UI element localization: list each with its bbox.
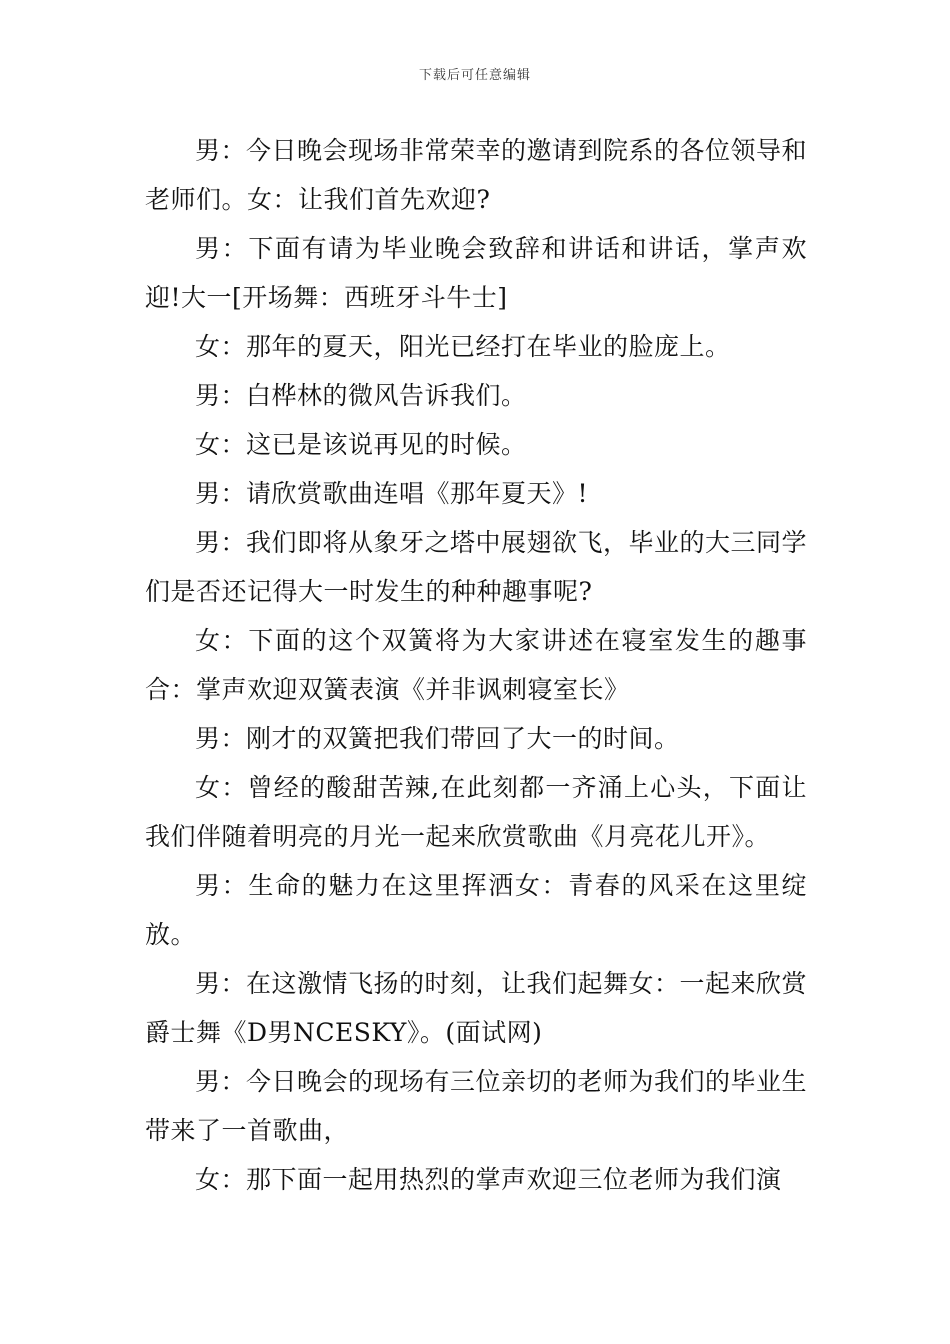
paragraph-11: 男：生命的魅力在这里挥洒女：青春的风采在这里绽放。 <box>145 871 807 949</box>
paragraph-9: 男：刚才的双簧把我们带回了大一的时间。 <box>195 724 680 753</box>
paragraph-6: 男：请欣赏歌曲连唱《那年夏天》! <box>195 479 589 508</box>
paragraph-12: 男：在这激情飞扬的时刻，让我们起舞女：一起来欣赏爵士舞《D男NCESKY》。(面试网) <box>145 969 808 1047</box>
paragraph-8: 女：下面的这个双簧将为大家讲述在寝室发生的趣事合：掌声欢迎双簧表演《并非讽刺寝室长》 <box>145 626 807 704</box>
paragraph-3: 女：那年的夏天，阳光已经打在毕业的脸庞上。 <box>195 332 731 361</box>
paragraph-4: 男：白桦林的微风告诉我们。 <box>195 381 527 410</box>
document-body <box>145 126 807 1204</box>
paragraph-5: 女：这已是该说再见的时候。 <box>195 430 527 459</box>
page-header-note: 下载后可任意编辑 <box>418 68 531 83</box>
paragraph-1: 男：今日晚会现场非常荣幸的邀请到院系的各位领导和老师们。女：让我们首先欢迎? <box>145 136 808 214</box>
paragraph-7: 男：我们即将从象牙之塔中展翅欲飞，毕业的大三同学们是否还记得大一时发生的种种趣事呢? <box>145 528 808 606</box>
paragraph-13: 男：今日晚会的现场有三位亲切的老师为我们的毕业生带来了一首歌曲， <box>145 1067 808 1145</box>
paragraph-10: 女：曾经的酸甜苦辣,在此刻都一齐涌上心头，下面让我们伴随着明亮的月光一起来欣赏歌曲《月亮花儿开》。 <box>145 773 807 851</box>
paragraph-2: 男：下面有请为毕业晚会致辞和讲话和讲话，掌声欢迎!大一[开场舞：西班牙斗牛士] <box>145 234 807 312</box>
paragraph-14: 女：那下面一起用热烈的掌声欢迎三位老师为我们演 <box>195 1165 782 1194</box>
